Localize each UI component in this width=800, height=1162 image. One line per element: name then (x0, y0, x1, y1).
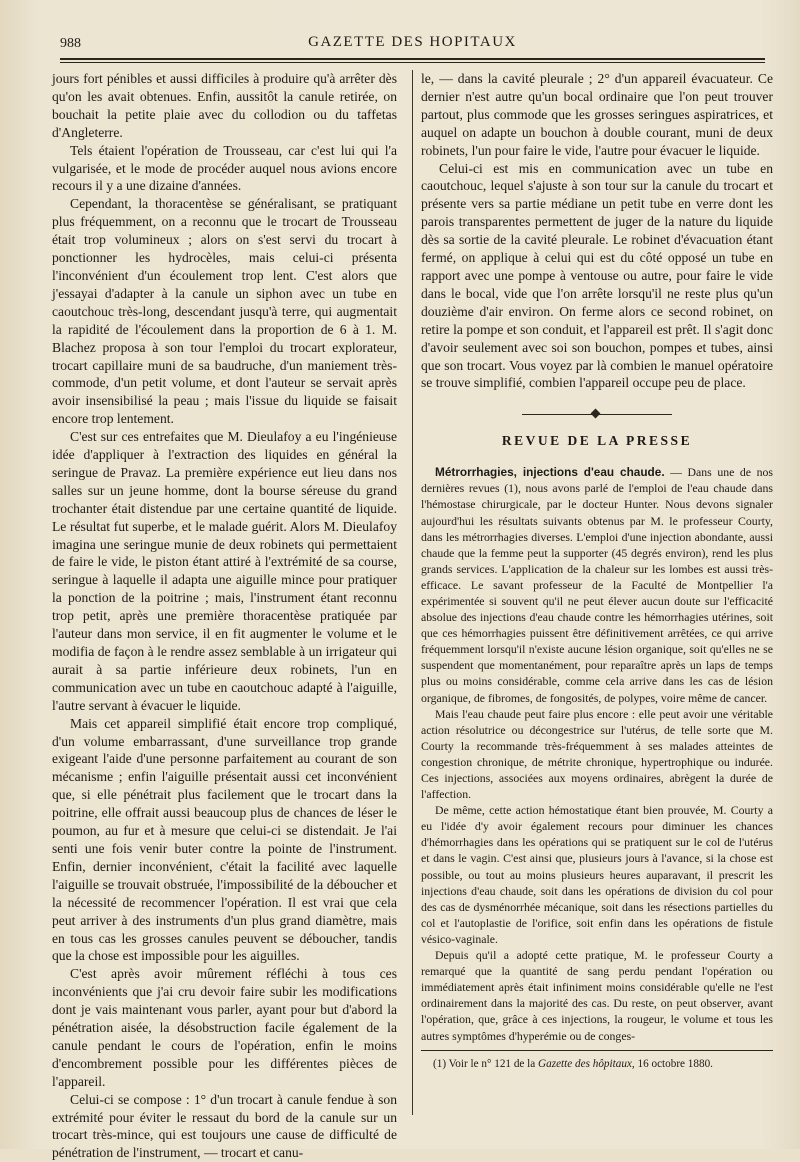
column-divider (412, 70, 413, 1115)
header-rule (60, 58, 765, 60)
footnote-prefix: (1) Voir le n° 121 de la (433, 1057, 539, 1070)
paragraph: Mais cet appareil simplifié était encore trop compliqué, d'un volume embarrassant, d'une surveillance trop grande exigeant l'aide d'une personne parfaitement au courant de son mécanisme ; enfin l'aiguille présentait aussi cet inconvénient que, si elle pénétrait plus facilement que le trocart dans la poitrine, elle offrait aussi beaucoup plus de chances de léser le poumon, au fur et à mesure que celui-ci se distendait. Je l'ai senti une fois venir buter contre la pointe de l'instrument. Enfin, dernier inconvénient, c'était la facilité avec laquelle l'aiguille se trouvait obstruée, l'impossibilité de la déboucher et la nécessité de recommencer l'opération. Il est vrai que cela peut arriver à des instruments d'un plus grand diamètre, mais en tous cas les grosses canules peuvent se déboucher, tandis que la chose est impossible pour les aiguilles. (52, 715, 397, 964)
footnote-rule (421, 1050, 773, 1051)
paragraph: Tels étaient l'opération de Trousseau, car c'est lui qui l'a vulgarisée, et le mode de procéder auquel nous avions encore recours il y a une dizaine d'années. (52, 142, 397, 194)
press-paragraph: De même, cette action hémostatique étant bien prouvée, M. Courty a eu l'idée d'y avoir également recours pour diminuer les chances d'hémorrhagies dans les opérations qui se pratiquent sur le col de l'utérus et dans le vagin. C'est ainsi que, plusieurs jours à l'avance, si la chose est possible, ou tout au moins plusieurs heures auparavant, il prescrit les injections d'eau chaude, soit dans les opérations de division du col pour des cas de dysménorrhée mécanique, soit dans les résections partielles du col et l'autoplastie de l'orifice, soit enfin dans les opérations de fistule vésico-vaginale. (421, 803, 773, 946)
press-paragraph: Mais l'eau chaude peut faire plus encore : elle peut avoir une véritable action résolutrice ou décongestrice sur l'utérus, de telle sorte que M. Courty la recommande très-fréquemment à ses malades atteintes de congestion chronique, de métrite chronique, hypertrophique ou indurée. Ces injections, associées aux moyens ordinaires, abrègent la durée de l'affection. (421, 706, 773, 802)
press-lead: Métrorrhagies, injections d'eau chaude. (435, 465, 665, 480)
paragraph: Celui-ci se compose : 1° d'un trocart à canule fendue à son extrémité pour éviter le ressaut du bord de la canule sur un trocart très-mince, qui est toujours une cause de difficulté de pénétration de l'instrument, — trocart et canu- (52, 1091, 397, 1161)
press-paragraph: Depuis qu'il a adopté cette pratique, M. le professeur Courty a remarqué que la quantité de sang perdu pendant l'opération ou immédiatement après était infiniment moins considérable qu'elle ne l'est ordinairement dans la majorité des cas. Du reste, on peut observer, avant l'opération, que, grâce à ces injections, la rougeur, le volume et tous les autres symptômes d'hyperémie ou de conges- (421, 948, 773, 1043)
paragraph: jours fort pénibles et aussi difficiles à produire qu'à arrêter dès qu'on les avait obtenues. Enfin, aussitôt la canule retirée, on bouchait la petite plaie avec du collodion ou du taffetas d'Angleterre. (52, 71, 397, 140)
footnote-suffix: , 16 octobre 1880. (631, 1057, 713, 1070)
journal-title: GAZETTE DES HOPITAUX (308, 34, 517, 50)
header-rule-thin (60, 62, 765, 63)
right-column (421, 70, 773, 1071)
press-review (421, 464, 773, 1043)
paragraph: le, — dans la cavité pleurale ; 2° d'un appareil évacuateur. Ce dernier n'est autre qu'un bocal ordinaire que l'on peut trouver partout, plus commode que les grosses seringues aspiratrices, et auquel on adapte un bouchon à double courant, muni de deux robinets, l'un pour faire le vide, l'autre pour évacuer le liquide. (421, 71, 773, 158)
paragraph: C'est après avoir mûrement réfléchi à tous ces inconvénients que j'ai cru devoir faire subir les modifications dont je vais maintenant vous parler, ayant pour but d'abord la pénétration aisée, la désobstruction facile également de la canule pendant le cours de l'opération, enfin le moins d'encombrement possible pour les différentes pièces de l'appareil. (52, 966, 397, 1089)
paragraph: C'est sur ces entrefaites que M. Dieulafoy a eu l'ingénieuse idée d'appliquer à l'extraction des liquides en général la seringue de Pravaz. La première expérience eut lieu dans nos salles sur un jeune homme, dont la bourse séreuse du grand trochanter était distendue par une certaine quantité de liquide. Le résultat fut superbe, et le malade guérit. Alors M. Dieulafoy imagina une seringue munie de deux robinets qui permettaient de faire le vide, le piston étant attiré à l'extrémité de sa course, seringue à laquelle il adapta une aiguille mince pour pratiquer la ponction de la poitrine ; mais, l'instrument étant reconnu trop petit, après une première thoracentèse pratiquée par l'auteur dans mon service, il en fit augmenter le volume et le modifia de façon à le rendre assez semblable à un irrigateur qui aurait à sa partie inférieure deux robinets, l'un en communication avec un tube en caoutchouc adapté à l'aiguille, l'autre servant à évacuer le liquide. (52, 429, 397, 713)
left-column (52, 70, 397, 1162)
press-paragraph (421, 464, 773, 705)
footnote (421, 1057, 773, 1071)
page-header (60, 32, 765, 54)
paragraph: Celui-ci est mis en communication avec un tube en caoutchouc, lequel s'ajuste à son tour sur la canule du trocart et présente vers sa partie médiane un petit tube en verre dont les parois transparentes permettent de juger de la nature du liquide dès sa sortie de la cavité pleurale. Le robinet d'évacuation étant fermé, on applique à celui qui est du côté opposé un tube en rapport avec une pompe à ventouse ou autre, pour faire le vide dans le bocal, vide que l'on arrête lorsqu'il ne reste plus qu'un douzième d'air environ. On ferme alors ce second robinet, on retire la pompe et son conduit, et l'appareil est prêt. Il s'agit donc d'avoir seulement avec soi son bouchon, pompes et tubes, ainsi que son trocart. Vous voyez par là combien le manuel opératoire se trouve simplifié, combien l'appareil occupe peu de place. (421, 160, 773, 391)
ornament-diamond (591, 409, 601, 419)
section-title: REVUE DE LA PRESSE (501, 433, 693, 449)
paragraph: Cependant, la thoracentèse se généralisant, se pratiquant plus fréquemment, on a reconnu que le trocart de Trousseau était trop volumineux ; alors on s'est servi du trocart à ponctionner les hydrocèles, mais celui-ci présenta l'inconvénient d'un écoulement trop lent. C'est alors que j'essayai d'adapter à la canule un siphon avec un tube en caoutchouc très-long, descendant jusqu'à terre, qui augmentait la rapidité de l'écoulement dans la proportion de 6 à 1. M. Blachez proposa à son tour l'emploi du trocart explorateur, trocart capillaire muni de sa baudruche, d'un maniement très-commode, d'un petit volume, et dont l'auteur se servait après avoir insensibilisé la peau ; mais l'issue du liquide se faisait encore trop lentement. (52, 196, 397, 427)
section-ornament (522, 410, 672, 420)
footnote-journal: Gazette des hôpitaux (538, 1057, 632, 1070)
press-text: — Dans une de nos dernières revues (1), nous avons parlé de l'emploi de l'eau chaude dans l'hémostase chirurgicale, par le docteur Hunter. Nous devons signaler aujourd'hui les résultats suivants obtenus par M. le professeur Courty, dans les métrorrhagies diverses. L'emploi d'une injection abondante, aussi chaude que la femme peut la supporter (45 degrés environ), rend les plus grands services. L'application de la chaleur sur les lombes est aussi très-efficace. Le savant professeur de la Faculté de Montpellier l'a expérimentée si souvent qu'il ne peut élever aucun doute sur l'efficacité absolue des injections d'eau chaude contre les hémorrhagies utérines, soit que ces hémorrhagies puissent être définitivement arrêtées, ce qui arrive fréquemment lorsqu'il n'existe aucune lésion organique, soit qu'elles ne se suspendent que momentanément, pour reparaître après un laps de temps plus ou moins considérable, comme cela arrive dans les cas de lésion organique, de fibromes, de fongosités, de polypes, voire même de cancer. (421, 465, 773, 705)
page-number: 988 (60, 36, 81, 51)
